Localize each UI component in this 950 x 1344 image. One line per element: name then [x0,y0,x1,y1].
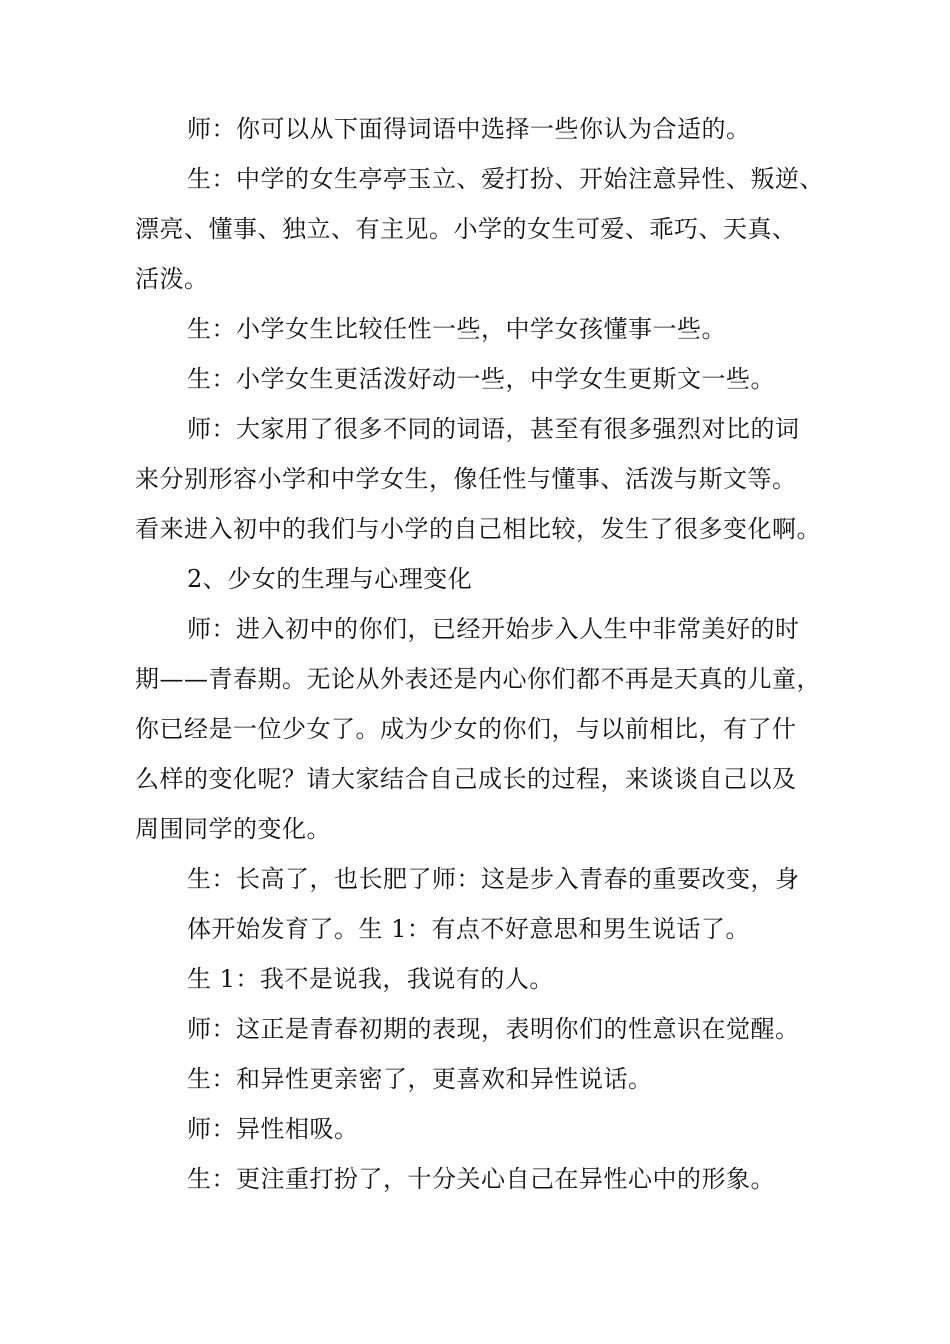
text-line: 期——青春期。无论从外表还是内心你们都不再是天真的儿童， [135,665,821,693]
text-line: 师：异性相吸。 [187,1115,359,1143]
text-line: 生：小学女生更活泼好动一些，中学女生更斯文一些。 [187,365,775,393]
text-line: 生：和异性更亲密了，更喜欢和异性说话。 [187,1065,653,1093]
text-line: 师：这正是青春初期的表现，表明你们的性意识在觉醒。 [187,1015,800,1043]
text-line: 生：长高了，也长肥了师：这是步入青春的重要改变，身 [187,865,800,893]
text-line: 来分别形容小学和中学女生，像任性与懂事、活泼与斯文等。 [135,465,797,493]
text-line: 师：你可以从下面得词语中选择一些你认为合适的。 [187,115,751,143]
text-line: 生 1：我不是说我，我说有的人。 [187,965,554,993]
text-line: 师：大家用了很多不同的词语，甚至有很多强烈对比的词 [187,415,800,443]
text-line: 生：中学的女生亭亭玉立、爱打扮、开始注意异性、叛逆、 [187,165,824,193]
text-line: 生：小学女生比较任性一些，中学女孩懂事一些。 [187,315,726,343]
text-line: 生：更注重打扮了，十分关心自己在异性心中的形象。 [187,1165,775,1193]
text-line: 么样的变化呢？请大家结合自己成长的过程，来谈谈自己以及 [135,765,797,793]
text-line: 周围同学的变化。 [135,815,331,843]
text-line: 活泼。 [135,265,209,293]
section-heading: 2、少女的生理与心理变化 [187,565,473,593]
text-line: 看来进入初中的我们与小学的自己相比较，发生了很多变化啊。 [135,515,821,543]
text-line: 体开始发育了。生 1：有点不好意思和男生说话了。 [187,915,750,943]
text-line: 漂亮、懂事、独立、有主见。小学的女生可爱、乖巧、天真、 [135,215,797,243]
text-line: 师：进入初中的你们，已经开始步入人生中非常美好的时 [187,615,800,643]
text-line: 你已经是一位少女了。成为少女的你们，与以前相比，有了什 [135,715,797,743]
